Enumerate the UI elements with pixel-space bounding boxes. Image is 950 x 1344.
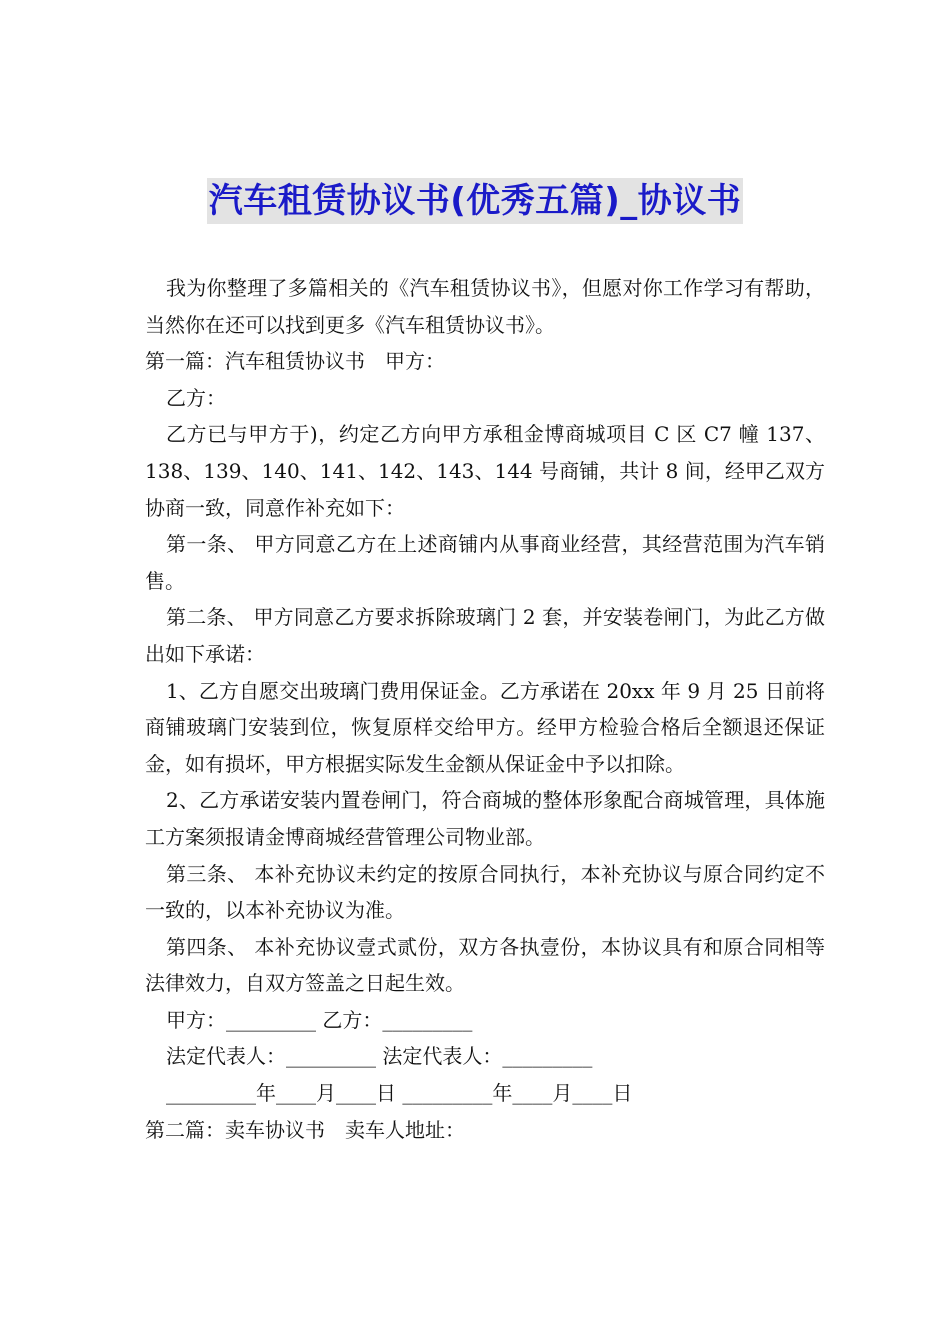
- document-body: [145, 270, 825, 1148]
- lease-paragraph: 乙方已与甲方于)，约定乙方向甲方承租金博商城项目 C 区 C7 幢 137、138、139、140、141、142、143、144 号商铺，共计 8 间，经甲乙双方协商一致，同意作补充如下：: [145, 422, 825, 520]
- signature-representatives-line: 法定代表人：_________ 法定代表人：_________: [166, 1044, 593, 1069]
- signature-parties-line: 甲方：_________ 乙方：_________: [166, 1007, 473, 1032]
- section2-heading: 第二篇：卖车协议书 卖车人地址：: [145, 1117, 465, 1142]
- article-1: 第一条、 甲方同意乙方在上述商铺内从事商业经营，其经营范围为汽车销售。: [145, 532, 825, 593]
- article-3: 第三条、 本补充协议未约定的按原合同执行，本补充协议与原合同约定不一致的，以本补充协议为准。: [145, 861, 825, 923]
- document-title: 汽车租赁协议书(优秀五篇)_协议书: [207, 178, 744, 224]
- item-1: 1、乙方自愿交出玻璃门费用保证金。乙方承诺在 20xx 年 9 月 25 日前将商铺玻璃门安装到位，恢复原样交给甲方。经甲方检验合格后全额退还保证金，如有损坏，甲方根据实际发生金额从保证金中予以扣除。: [145, 678, 825, 776]
- article-2: 第二条、 甲方同意乙方要求拆除玻璃门 2 套，并安装卷闸门，为此乙方做出如下承诺：: [145, 605, 825, 666]
- party-b-line: 乙方：: [166, 385, 226, 410]
- article-4: 第四条、 本补充协议壹式贰份，双方各执壹份，本协议具有和原合同相等法律效力，自双方签盖之日起生效。: [145, 934, 825, 996]
- signature-dates-line: _________年____月____日 _________年____月____日: [166, 1081, 633, 1106]
- intro-paragraph: 我为你整理了多篇相关的《汽车租赁协议书》，但愿对你工作学习有帮助，当然你在还可以找到更多《汽车租赁协议书》。: [145, 276, 825, 337]
- section1-heading: 第一篇：汽车租赁协议书 甲方：: [145, 349, 445, 374]
- item-2: 2、乙方承诺安装内置卷闸门，符合商城的整体形象配合商城管理，具体施工方案须报请金博商城经营管理公司物业部。: [145, 788, 825, 849]
- title-container: [0, 178, 950, 224]
